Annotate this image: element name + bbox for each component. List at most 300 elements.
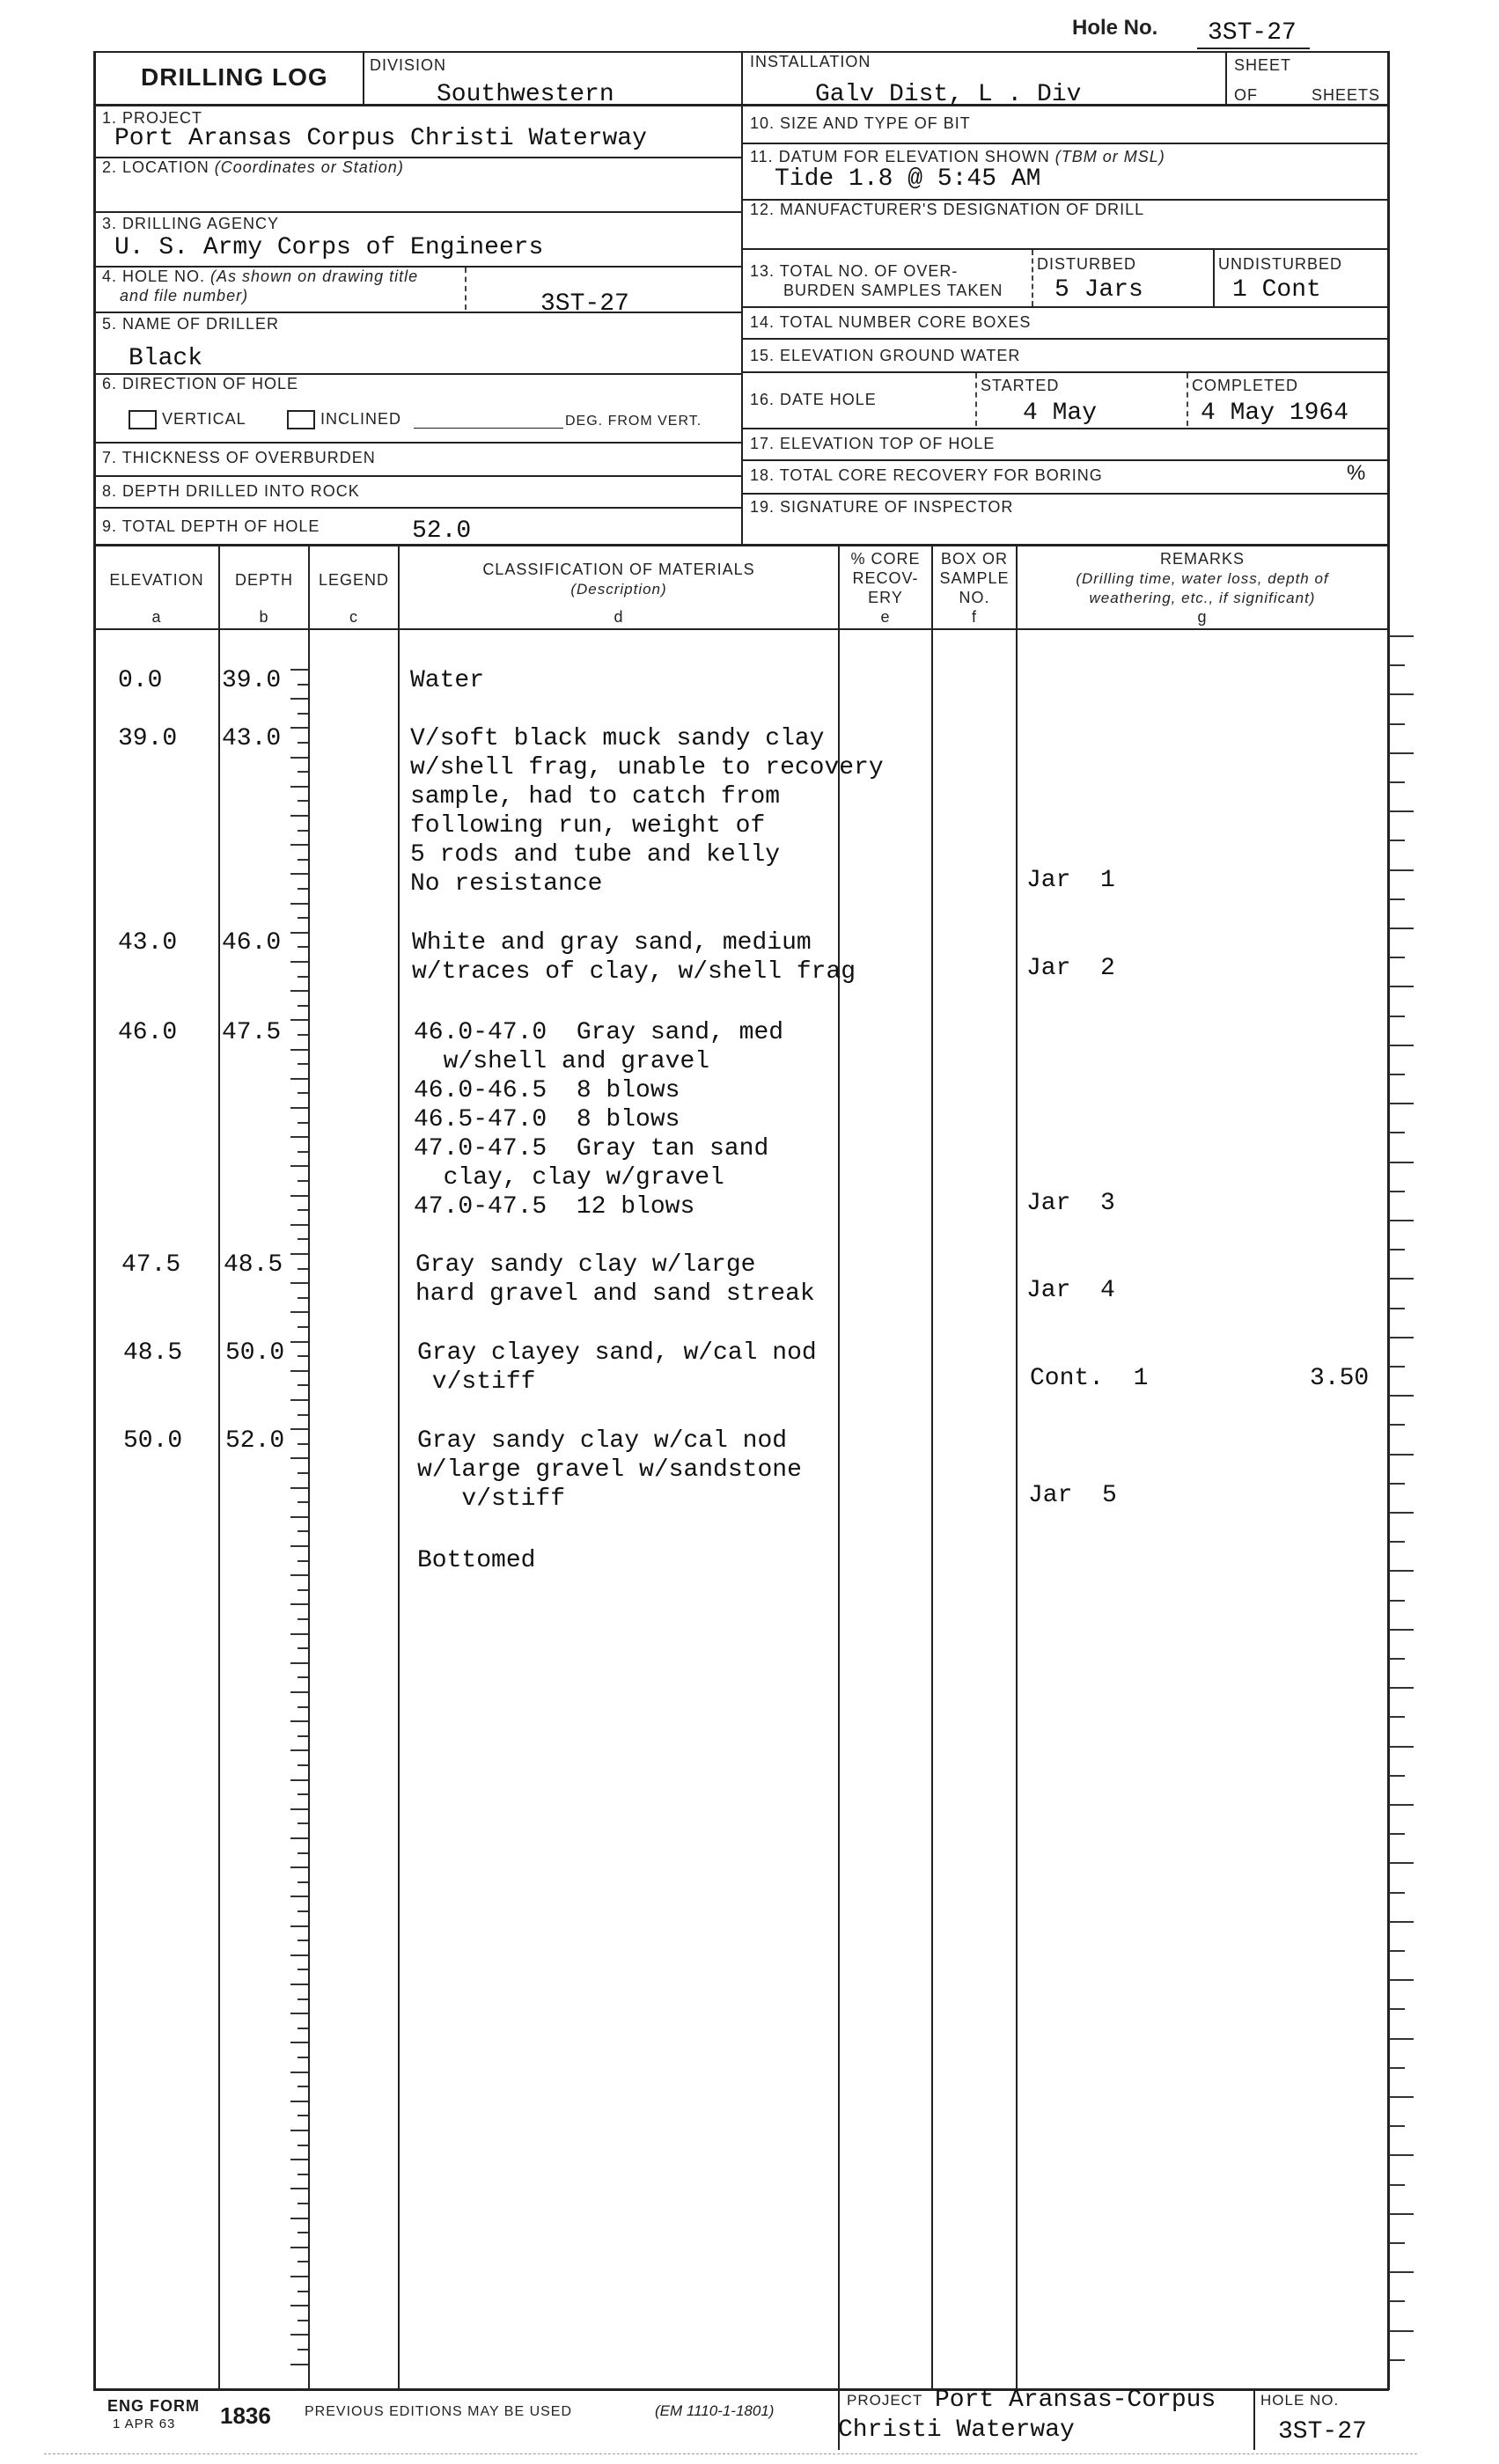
- depth-tick: [290, 1603, 308, 1605]
- row-depth: 48.5: [224, 1251, 283, 1279]
- depth-tick: [298, 1063, 308, 1065]
- margin-tick: [1389, 1658, 1405, 1660]
- depth-tick: [290, 1779, 308, 1781]
- depth-tick: [290, 1370, 308, 1372]
- margin-tick: [1389, 635, 1414, 637]
- row-description-line: Gray sandy clay w/large: [415, 1251, 756, 1279]
- col-core-letter: e: [880, 608, 891, 626]
- margin-tick: [1389, 1950, 1405, 1952]
- margin-tick: [1389, 723, 1405, 725]
- depth-tick: [290, 2042, 308, 2043]
- margin-tick: [1389, 1570, 1414, 1572]
- core-recovery-label: 18. TOTAL CORE RECOVERY FOR BORING: [750, 466, 1103, 484]
- depth-tick: [298, 742, 308, 744]
- depth-tick: [290, 815, 308, 817]
- depth-tick: [290, 1195, 308, 1197]
- form-date: 1 APR 63: [113, 2416, 176, 2431]
- col-classification-sub: (Description): [570, 581, 667, 598]
- depth-tick: [290, 1019, 308, 1021]
- top-elevation-label: 17. ELEVATION TOP OF HOLE: [750, 435, 996, 452]
- row-description-line: w/shell frag, unable to recovery: [410, 754, 884, 781]
- margin-tick: [1389, 1716, 1405, 1718]
- row-description-line: Gray sandy clay w/cal nod: [417, 1427, 788, 1455]
- depth-tick: [290, 1837, 308, 1839]
- depth-tick: [298, 1589, 308, 1591]
- col-depth-header: DEPTH: [234, 571, 293, 589]
- margin-tick: [1389, 781, 1405, 783]
- em-reference: (EM 1110-1-1801): [655, 2402, 775, 2419]
- depth-tick: [298, 1092, 308, 1094]
- depth-tick: [298, 917, 308, 919]
- hole-no-label: Hole No.: [1072, 16, 1158, 40]
- margin-tick: [1389, 1541, 1405, 1543]
- depth-tick: [298, 2086, 308, 2087]
- depth-tick: [298, 859, 308, 861]
- margin-tick: [1389, 869, 1414, 871]
- depth-tick: [298, 1180, 308, 1182]
- margin-tick: [1389, 1629, 1414, 1631]
- depth-tick: [290, 1516, 308, 1518]
- depth-tick: [290, 1078, 308, 1080]
- row-remark: Jar 3: [1026, 1190, 1115, 1217]
- row-description-line: Water: [410, 667, 485, 694]
- row-depth: 46.0: [222, 929, 282, 957]
- depth-tick: [298, 1676, 308, 1678]
- row-description-line: v/stiff: [417, 1368, 536, 1396]
- depth-tick: [290, 1341, 308, 1343]
- depth-tick: [298, 1297, 308, 1299]
- row-description-line: 47.0-47.5 12 blows: [414, 1193, 695, 1221]
- footer-project-value-a: Port Aransas-Corpus: [935, 2387, 1216, 2414]
- depth-tick: [298, 1034, 308, 1036]
- row-depth: 52.0: [225, 1427, 285, 1455]
- depth-tick: [290, 932, 308, 934]
- row-description-line: No resistance: [410, 870, 603, 898]
- margin-tick: [1389, 1278, 1414, 1280]
- depth-tick: [290, 2159, 308, 2160]
- depth-tick: [298, 1735, 308, 1737]
- col-elevation-header: ELEVATION: [109, 571, 204, 589]
- depth-tick: [290, 1691, 308, 1693]
- row-description-line: 46.0-46.5 8 blows: [414, 1077, 680, 1104]
- row-depth: 39.0: [222, 667, 282, 694]
- depth-tick: [290, 1457, 308, 1459]
- margin-tick: [1389, 928, 1414, 929]
- col-core-header-b: RECOV-: [852, 569, 919, 587]
- col-classification-header: CLASSIFICATION OF MATERIALS: [482, 561, 755, 578]
- depth-tick: [298, 2145, 308, 2146]
- footer-hole-label: HOLE NO.: [1260, 2392, 1340, 2409]
- margin-tick: [1389, 1191, 1405, 1192]
- margin-tick: [1389, 2213, 1414, 2215]
- depth-tick: [290, 2334, 308, 2336]
- depth-tick: [298, 1706, 308, 1708]
- previous-editions-note: PREVIOUS EDITIONS MAY BE USED: [305, 2404, 573, 2419]
- depth-tick: [298, 2320, 308, 2321]
- depth-tick: [298, 888, 308, 890]
- driller-label: 5. NAME OF DRILLER: [102, 315, 280, 333]
- ground-water-label: 15. ELEVATION GROUND WATER: [750, 347, 1021, 364]
- margin-tick: [1389, 1045, 1414, 1046]
- margin-tick: [1389, 752, 1414, 754]
- installation-value: Galv Dist, L . Div: [815, 81, 1082, 108]
- col-depth-letter: b: [259, 608, 269, 626]
- completed-label: COMPLETED: [1192, 377, 1299, 394]
- row-elevation: 39.0: [118, 725, 178, 752]
- margin-tick: [1389, 986, 1414, 987]
- depth-tick: [290, 990, 308, 992]
- depth-tick: [298, 1151, 308, 1153]
- depth-tick: [290, 669, 308, 671]
- depth-tick: [298, 2115, 308, 2116]
- core-recovery-unit: %: [1347, 461, 1366, 485]
- margin-tick: [1389, 1249, 1405, 1250]
- undisturbed-value: 1 Cont: [1232, 276, 1321, 304]
- margin-tick: [1389, 2154, 1414, 2156]
- depth-tick: [290, 844, 308, 846]
- depth-tick: [290, 1165, 308, 1167]
- footer-hole-value: 3ST-27: [1278, 2418, 1367, 2446]
- margin-tick: [1389, 1600, 1405, 1602]
- depth-tick: [290, 2130, 308, 2131]
- row-remark: Jar 2: [1026, 955, 1115, 982]
- margin-tick: [1389, 2242, 1405, 2244]
- depth-tick: [290, 1311, 308, 1313]
- row-description-line: w/large gravel w/sandstone: [417, 1456, 802, 1484]
- depth-tick: [298, 1793, 308, 1795]
- row-remark-extra: 3.50: [1310, 1365, 1370, 1392]
- row-elevation: 50.0: [123, 1427, 183, 1455]
- row-description-line: w/shell and gravel: [414, 1048, 710, 1075]
- depth-tick: [298, 830, 308, 832]
- depth-tick: [290, 2247, 308, 2248]
- depth-tick: [290, 2305, 308, 2306]
- depth-tick: [298, 713, 308, 715]
- margin-tick: [1389, 1103, 1414, 1104]
- form-title: DRILLING LOG: [141, 63, 328, 91]
- depth-tick: [290, 698, 308, 700]
- depth-tick: [290, 1049, 308, 1051]
- started-value: 4 May: [1023, 400, 1098, 427]
- margin-tick: [1389, 1220, 1414, 1221]
- samples-label-b: BURDEN SAMPLES TAKEN: [783, 282, 1003, 299]
- depth-tick: [290, 1984, 308, 1985]
- depth-tick: [298, 800, 308, 802]
- installation-label: INSTALLATION: [750, 53, 871, 70]
- depth-tick: [298, 1940, 308, 1941]
- row-depth: 50.0: [225, 1339, 285, 1367]
- depth-tick: [298, 1355, 308, 1357]
- margin-tick: [1389, 1308, 1405, 1309]
- hole-no-value: 3ST-27: [1208, 19, 1297, 47]
- depth-tick: [290, 1720, 308, 1722]
- depth-tick: [298, 2232, 308, 2233]
- row-description-line: 5 rods and tube and kelly: [410, 841, 781, 869]
- depth-tick: [290, 1925, 308, 1927]
- col-remarks-sub-b: weathering, etc., if significant): [1089, 590, 1316, 606]
- col-remarks-letter: g: [1197, 608, 1208, 626]
- col-remarks-sub-a: (Drilling time, water loss, depth of: [1076, 570, 1329, 587]
- depth-tick: [290, 1545, 308, 1547]
- depth-tick: [298, 1472, 308, 1474]
- vertical-label: VERTICAL: [162, 410, 246, 428]
- deg-from-vert-label: DEG. FROM VERT.: [565, 414, 702, 429]
- depth-tick: [298, 1384, 308, 1386]
- margin-tick: [1389, 2330, 1414, 2332]
- margin-tick: [1389, 693, 1414, 695]
- col-box-header-a: BOX OR: [940, 550, 1008, 568]
- depth-tick: [290, 1282, 308, 1284]
- form-number: 1836: [220, 2402, 271, 2429]
- datum-value: Tide 1.8 @ 5:45 AM: [775, 165, 1041, 193]
- margin-tick: [1389, 2038, 1414, 2040]
- depth-tick: [290, 903, 308, 905]
- row-description-line: 46.5-47.0 8 blows: [414, 1106, 680, 1133]
- depth-tick: [290, 2276, 308, 2277]
- depth-tick: [290, 1136, 308, 1138]
- row-depth: 43.0: [222, 725, 282, 752]
- direction-label: 6. DIRECTION OF HOLE: [102, 375, 299, 392]
- depth-tick: [298, 946, 308, 948]
- footer-project-label: PROJECT: [847, 2392, 923, 2409]
- depth-tick: [298, 1560, 308, 1562]
- row-description-line: 47.0-47.5 Gray tan sand: [414, 1135, 769, 1162]
- depth-tick: [290, 786, 308, 788]
- depth-tick: [298, 2028, 308, 2029]
- depth-tick: [290, 2218, 308, 2219]
- depth-tick: [290, 873, 308, 875]
- depth-tick: [298, 1005, 308, 1007]
- row-remark: Jar 1: [1026, 867, 1115, 894]
- depth-tick: [290, 2101, 308, 2102]
- row-description-line: sample, had to catch from: [410, 783, 781, 810]
- depth-tick: [298, 1822, 308, 1824]
- depth-tick: [290, 1808, 308, 1810]
- total-depth-label: 9. TOTAL DEPTH OF HOLE: [102, 517, 320, 535]
- col-legend-letter: c: [349, 608, 358, 626]
- row-depth: 47.5: [222, 1019, 282, 1046]
- margin-tick: [1389, 1921, 1414, 1923]
- margin-tick: [1389, 1454, 1414, 1456]
- total-depth-value: 52.0: [412, 517, 472, 545]
- started-label: STARTED: [981, 377, 1060, 394]
- row-description-line: White and gray sand, medium: [412, 929, 812, 957]
- margin-tick: [1389, 2271, 1414, 2273]
- datum-label: 11. DATUM FOR ELEVATION SHOWN (TBM or MSL): [750, 148, 1165, 165]
- margin-tick: [1389, 2359, 1405, 2361]
- bit-label: 10. SIZE AND TYPE OF BIT: [750, 114, 971, 132]
- hole-no-field-note: and file number): [120, 287, 249, 304]
- margin-tick: [1389, 2067, 1405, 2069]
- depth-tick: [298, 976, 308, 978]
- margin-tick: [1389, 1512, 1414, 1514]
- core-boxes-label: 14. TOTAL NUMBER CORE BOXES: [750, 313, 1032, 331]
- col-box-header-c: NO.: [959, 589, 990, 606]
- depth-tick: [298, 2261, 308, 2262]
- date-hole-label: 16. DATE HOLE: [750, 391, 877, 408]
- row-remark: Cont. 1: [1030, 1365, 1149, 1392]
- depth-tick: [298, 1998, 308, 2000]
- inspector-label: 19. SIGNATURE OF INSPECTOR: [750, 498, 1014, 516]
- margin-tick: [1389, 1162, 1414, 1163]
- depth-tick: [298, 684, 308, 686]
- depth-tick: [298, 1122, 308, 1124]
- depth-tick: [298, 2057, 308, 2058]
- depth-tick: [298, 2291, 308, 2292]
- row-remark: Jar 4: [1026, 1277, 1115, 1304]
- depth-tick: [290, 727, 308, 729]
- depth-tick: [298, 1443, 308, 1445]
- vertical-checkbox[interactable]: [129, 410, 157, 429]
- row-description-line: V/soft black muck sandy clay: [410, 725, 825, 752]
- depth-tick: [290, 1896, 308, 1897]
- depth-tick: [290, 961, 308, 963]
- inclined-checkbox[interactable]: [287, 410, 315, 429]
- row-description-line: following run, weight of: [410, 812, 766, 840]
- margin-tick: [1389, 1892, 1405, 1894]
- disturbed-label: DISTURBED: [1037, 255, 1137, 273]
- margin-tick: [1389, 1775, 1405, 1777]
- row-elevation: 43.0: [118, 929, 178, 957]
- depth-tick: [298, 1618, 308, 1620]
- col-core-header-c: ERY: [868, 589, 903, 606]
- project-label: 1. PROJECT: [102, 109, 203, 127]
- margin-tick: [1389, 840, 1405, 841]
- col-classification-letter: d: [614, 608, 624, 626]
- margin-tick: [1389, 1862, 1414, 1864]
- depth-tick: [298, 1969, 308, 1970]
- depth-tick: [290, 1749, 308, 1751]
- depth-tick: [298, 1530, 308, 1532]
- margin-tick: [1389, 1833, 1405, 1835]
- depth-tick: [290, 1574, 308, 1576]
- depth-tick: [290, 757, 308, 759]
- eng-form-label: ENG FORM: [107, 2397, 200, 2415]
- row-elevation: 0.0: [118, 667, 163, 694]
- margin-tick: [1389, 2125, 1405, 2127]
- margin-tick: [1389, 1483, 1405, 1485]
- depth-tick: [290, 1224, 308, 1226]
- row-remark: Jar 5: [1028, 1482, 1117, 1509]
- row-description-line: w/traces of clay, w/shell frag: [412, 958, 856, 986]
- margin-tick: [1389, 1337, 1414, 1338]
- depth-tick: [298, 1852, 308, 1854]
- col-box-letter: f: [971, 608, 977, 626]
- undisturbed-label: UNDISTURBED: [1218, 255, 1343, 273]
- disturbed-value: 5 Jars: [1054, 276, 1143, 304]
- depth-tick: [298, 1268, 308, 1270]
- completed-value: 4 May 1964: [1201, 400, 1349, 427]
- depth-tick: [298, 1881, 308, 1883]
- depth-tick: [298, 2349, 308, 2350]
- drilling-agency-label: 3. DRILLING AGENCY: [102, 215, 280, 232]
- depth-tick: [298, 1209, 308, 1211]
- depth-tick: [298, 1647, 308, 1649]
- driller-value: Black: [129, 345, 203, 372]
- division-label: DIVISION: [370, 56, 447, 74]
- col-remarks-header: REMARKS: [1159, 550, 1245, 568]
- margin-tick: [1389, 1132, 1405, 1133]
- drilling-agency-value: U. S. Army Corps of Engineers: [114, 234, 544, 261]
- row-elevation: 47.5: [121, 1251, 181, 1279]
- depth-tick: [298, 1910, 308, 1912]
- depth-tick: [290, 1954, 308, 1956]
- inclined-label: INCLINED: [320, 410, 402, 428]
- col-legend-header: LEGEND: [318, 571, 390, 589]
- col-box-header-b: SAMPLE: [939, 569, 1010, 587]
- depth-tick: [290, 2013, 308, 2014]
- margin-tick: [1389, 1016, 1405, 1017]
- margin-tick: [1389, 1074, 1405, 1075]
- of-label: OF: [1234, 86, 1258, 104]
- samples-label-a: 13. TOTAL NO. OF OVER-: [750, 262, 959, 280]
- depth-tick: [290, 1487, 308, 1489]
- depth-tick: [298, 1764, 308, 1766]
- depth-tick: [290, 2188, 308, 2189]
- margin-tick: [1389, 1804, 1414, 1806]
- depth-tick: [298, 1326, 308, 1328]
- depth-tick: [298, 1501, 308, 1503]
- margin-tick: [1389, 898, 1405, 900]
- row-elevation: 46.0: [118, 1019, 178, 1046]
- location-label: 2. LOCATION (Coordinates or Station): [102, 158, 404, 176]
- margin-tick: [1389, 1979, 1414, 1981]
- depth-tick: [298, 1414, 308, 1416]
- col-core-header-a: % CORE: [850, 550, 921, 568]
- margin-tick: [1389, 1366, 1405, 1368]
- margin-tick: [1389, 1687, 1414, 1689]
- sheet-label: SHEET: [1234, 56, 1292, 74]
- depth-tick: [298, 2174, 308, 2175]
- margin-tick: [1389, 2300, 1405, 2302]
- margin-tick: [1389, 664, 1405, 666]
- row-description-line: v/stiff: [417, 1485, 566, 1513]
- depth-tick: [290, 1866, 308, 1868]
- margin-tick: [1389, 2184, 1405, 2186]
- hole-no-field-value: 3ST-27: [540, 290, 629, 318]
- sheets-label: SHEETS: [1312, 86, 1381, 104]
- depth-tick: [298, 771, 308, 773]
- depth-tick: [290, 1253, 308, 1255]
- row-description-line: clay, clay w/gravel: [414, 1164, 724, 1192]
- row-description-line: 46.0-47.0 Gray sand, med: [414, 1019, 784, 1046]
- row-description-line: hard gravel and sand streak: [415, 1280, 815, 1308]
- margin-tick: [1389, 1424, 1405, 1426]
- margin-tick: [1389, 957, 1405, 958]
- depth-tick: [290, 2364, 308, 2365]
- margin-tick: [1389, 2096, 1414, 2098]
- depth-tick: [290, 1633, 308, 1635]
- row-elevation: 48.5: [123, 1339, 183, 1367]
- margin-tick: [1389, 1395, 1414, 1397]
- overburden-label: 7. THICKNESS OF OVERBURDEN: [102, 449, 376, 466]
- hole-no-field-label: 4. HOLE NO. (As shown on drawing title: [102, 268, 419, 285]
- depth-tick: [290, 2072, 308, 2073]
- row-description-line: Bottomed: [417, 1547, 536, 1574]
- depth-tick: [290, 1399, 308, 1401]
- footer-project-value-b: Christi Waterway: [838, 2416, 1075, 2444]
- drill-designation-label: 12. MANUFACTURER'S DESIGNATION OF DRILL: [750, 201, 1145, 218]
- depth-tick: [298, 2203, 308, 2204]
- division-value: Southwestern: [437, 81, 614, 108]
- margin-tick: [1389, 1746, 1414, 1748]
- depth-tick: [298, 1238, 308, 1240]
- depth-tick: [290, 1662, 308, 1664]
- margin-tick: [1389, 2008, 1405, 2010]
- rock-depth-label: 8. DEPTH DRILLED INTO ROCK: [102, 482, 360, 500]
- margin-tick: [1389, 810, 1414, 812]
- project-value: Port Aransas Corpus Christi Waterway: [114, 125, 647, 152]
